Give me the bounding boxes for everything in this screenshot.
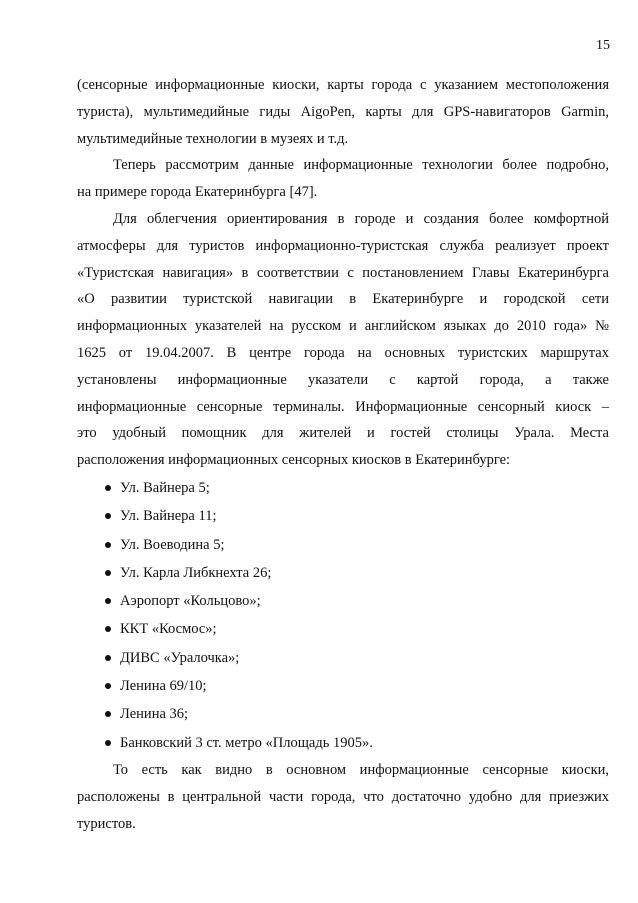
bullet-icon (105, 626, 111, 632)
text-line: Для облегчения ориентирования в городе и создания более комфортной (113, 210, 609, 227)
bullet-icon (105, 740, 111, 746)
text-line: мультимедийные технологии в музеях и т.д. (77, 130, 349, 147)
list-item (77, 644, 609, 672)
text-line: информационных указателей на русском и английском языках до 2010 года» № (77, 318, 609, 335)
text-line: установлены информационные указатели с картой города, а также (77, 371, 609, 388)
paragraph-4 (77, 757, 609, 837)
list-item-text: ККТ «Космос»; (120, 621, 217, 638)
text-line: «О развитии туристской навигации в Екатеринбурге и городской сети (77, 291, 609, 308)
bullet-icon (105, 711, 111, 717)
text-line: расположения информационных сенсорных киосков в Екатеринбурге: (77, 452, 511, 469)
bullet-icon (105, 598, 111, 604)
list-item-text: Ул. Вайнера 5; (120, 479, 210, 496)
page-number: 15 (596, 38, 610, 53)
text-line: туриста), мультимедийные гиды AigoPen, карты для GPS-навигаторов Garmin, (77, 103, 609, 120)
paragraph-3 (77, 206, 609, 474)
text-line: Теперь рассмотрим данные информационные технологии более подробно, (113, 157, 609, 174)
list-item-text: Ленина 69/10; (120, 678, 207, 695)
text-line: «Туристская навигация» в соответствии с постановлением Главы Екатеринбурга (77, 264, 609, 281)
text-line: расположены в центральной части города, что достаточно удобно для приезжих (77, 788, 609, 805)
bullet-icon (105, 542, 111, 548)
list-item (77, 531, 609, 559)
list-item (77, 729, 609, 757)
paragraph-2 (77, 152, 609, 206)
list-item (77, 700, 609, 728)
paragraph-1 (77, 72, 609, 152)
text-line: это удобный помощник для жителей и гостей столицы Урала. Места (77, 425, 609, 442)
text-line: туристов. (77, 815, 136, 832)
text-line: атмосферы для туристов информационно-туристская служба реализует проект (77, 237, 609, 254)
list-item-text: Ленина 36; (120, 706, 189, 723)
bullet-icon (105, 683, 111, 689)
list-item (77, 474, 609, 502)
list-item-text: Ул. Карла Либкнехта 26; (120, 564, 272, 581)
kiosk-location-list (77, 474, 609, 757)
list-item-text: Аэропорт «Кольцово»; (120, 593, 261, 610)
text-line: (сенсорные информационные киоски, карты города с указанием местоположения (77, 77, 609, 93)
text-line: То есть как видно в основном информационные сенсорные киоски, (113, 761, 609, 778)
text-line: информационные сенсорные терминалы. Информационные сенсорный киоск – (77, 398, 609, 415)
list-item-text: Ул. Воеводина 5; (120, 536, 225, 553)
list-item (77, 502, 609, 530)
bullet-icon (105, 655, 111, 661)
list-item-text: ДИВС «Уралочка»; (120, 649, 240, 666)
list-item-text: Ул. Вайнера 11; (120, 508, 217, 525)
list-item (77, 615, 609, 643)
bullet-icon (105, 485, 111, 491)
bullet-icon (105, 513, 111, 519)
body-text (77, 72, 609, 837)
list-item (77, 587, 609, 615)
list-item (77, 672, 609, 700)
text-line: 1625 от 19.04.2007. В центре города на основных туристских маршрутах (77, 344, 609, 361)
bullet-icon (105, 570, 111, 576)
list-item (77, 559, 609, 587)
text-line: на примере города Екатеринбурга [47]. (77, 184, 318, 201)
list-item-text: Банковский 3 ст. метро «Площадь 1905». (120, 734, 373, 751)
